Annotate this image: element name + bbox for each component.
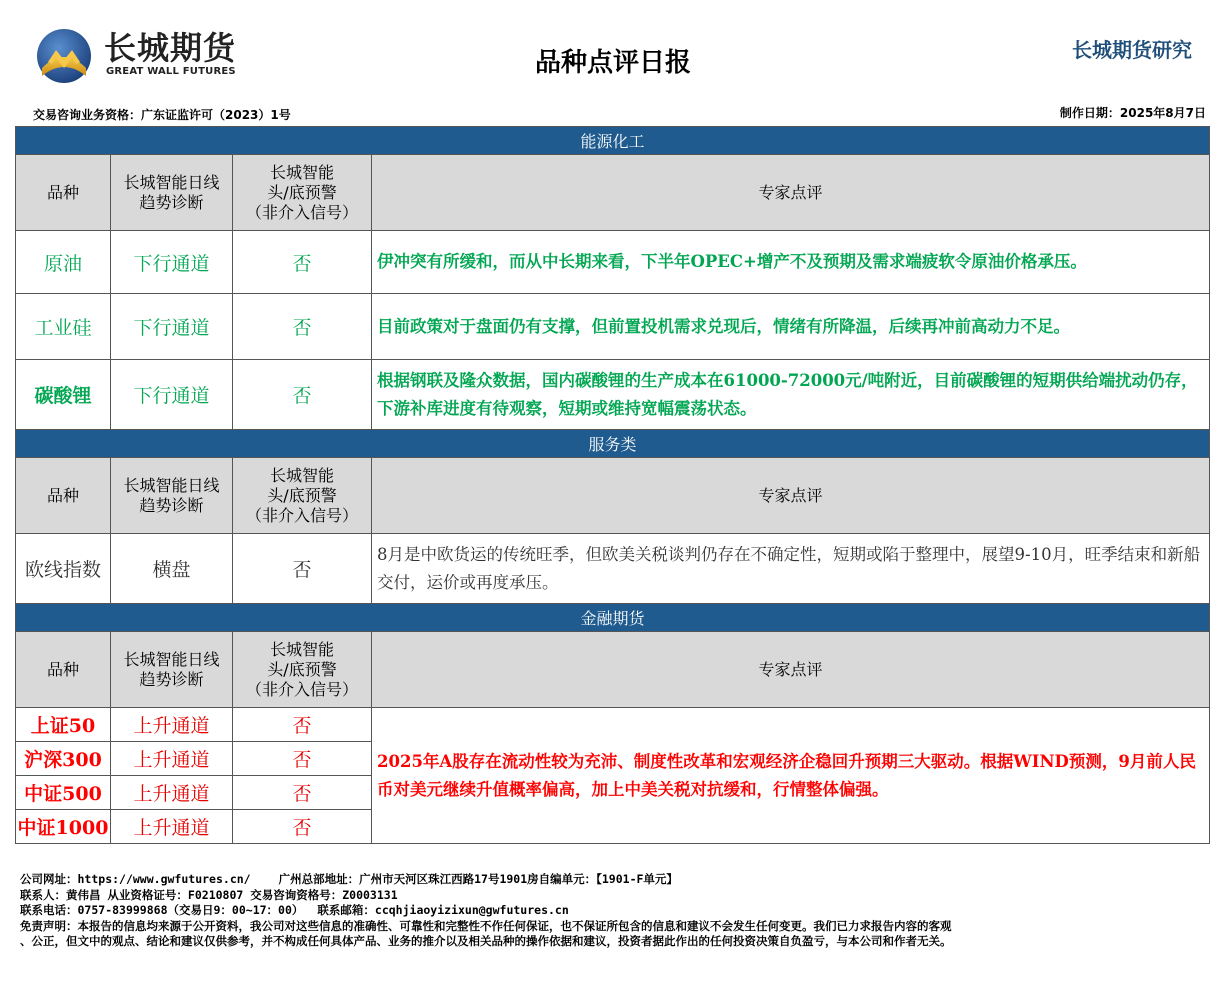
- contact-email[interactable]: 联系邮箱：ccqhjiaoyizixun@gwfutures.cn: [317, 903, 569, 917]
- column-comment: 专家点评: [372, 458, 1210, 534]
- warning-signal: 否: [233, 231, 372, 294]
- qualification-text: 交易咨询业务资格：广东证监许可（2023）1号: [33, 108, 291, 122]
- section-header-energy: [16, 127, 1210, 155]
- expert-comment: 8月是中欧货运的传统旺季，但欧美关税谈判仍存在不确定性，短期或陷于整理中，展望9-10月，旺季结束和新船交付，运价或再度承压。: [372, 534, 1210, 604]
- expert-comment: 伊冲突有所缓和，而从中长期来看，下半年OPEC+增产不及预期及需求端疲软令原油价格承压。: [372, 231, 1210, 294]
- trend-diagnosis: 上升通道: [111, 742, 233, 776]
- column-trend-line1: 长城智能日线: [123, 649, 220, 669]
- column-trend: [111, 632, 233, 708]
- column-warn-line1: 长城智能: [269, 465, 334, 485]
- warning-signal: 否: [233, 742, 372, 776]
- column-trend-line2: 趋势诊断: [139, 192, 204, 212]
- column-warning: [233, 458, 372, 534]
- footer: [20, 872, 1210, 950]
- table-row: [16, 294, 1210, 360]
- warning-signal: 否: [233, 294, 372, 360]
- trend-diagnosis: 下行通道: [111, 294, 233, 360]
- product-name: 工业硅: [16, 294, 111, 360]
- column-trend-line1: 长城智能日线: [123, 475, 220, 495]
- trend-diagnosis: 横盘: [111, 534, 233, 604]
- column-header-row: [16, 458, 1210, 534]
- column-warn-line2: 头/底预警: [267, 659, 337, 679]
- table-row: [16, 360, 1210, 430]
- footer-line-phone: [20, 903, 1210, 919]
- product-name: 中证1000: [16, 810, 111, 844]
- column-header-row: [16, 155, 1210, 231]
- disclaimer-line-2: 、公正，但文中的观点、结论和建议仅供参考，并不构成任何具体产品、业务的推介以及相关品种的操作依据和建议，投资者据此作出的任何投资决策自负盈亏，与本公司和作者无关。: [20, 934, 952, 948]
- company-address: 广州总部地址：广州市天河区珠江西路17号1901房自编单元：【1901-F单元】: [278, 872, 678, 886]
- report-date: 制作日期：2025年8月7日: [1059, 106, 1206, 120]
- logo-english-text: GREAT WALL FUTURES: [106, 66, 236, 77]
- contact-phone: 联系电话：0757-83999868（交易日9：00~17：00）: [20, 903, 304, 917]
- brand-title-right: 长城期货研究: [1072, 38, 1192, 62]
- column-warn-line3: （非介入信号）: [245, 679, 358, 699]
- section-header-service: [16, 430, 1210, 458]
- column-trend: [111, 458, 233, 534]
- warning-signal: 否: [233, 360, 372, 430]
- column-warn-line1: 长城智能: [269, 639, 334, 659]
- column-warn-line3: （非介入信号）: [245, 505, 358, 525]
- column-warn-line1: 长城智能: [269, 162, 334, 182]
- column-warn-line3: （非介入信号）: [245, 202, 358, 222]
- section-title: 服务类: [16, 430, 1210, 458]
- footer-contact: 联系人：黄伟昌 从业资格证号：F0210807 交易咨询资格号：Z0003131: [20, 887, 398, 902]
- warning-signal: 否: [233, 810, 372, 844]
- expert-comment: 2025年A股存在流动性较为充沛、制度性改革和宏观经济企稳回升预期三大驱动。根据WIND预测，9月前人民币对美元继续升值概率偏高，加上中美关税对抗缓和，行情整体偏强。: [372, 708, 1210, 844]
- column-trend-line2: 趋势诊断: [139, 495, 204, 515]
- product-name: 碳酸锂: [16, 360, 111, 430]
- table-row: [16, 231, 1210, 294]
- section-title: 金融期货: [16, 604, 1210, 632]
- product-name: 上证50: [16, 708, 111, 742]
- expert-comment: 根据钢联及隆众数据，国内碳酸锂的生产成本在61000-72000元/吨附近，目前碳酸锂的短期供给端扰动仍存，下游补库进度有待观察，短期或维持宽幅震荡状态。: [372, 360, 1210, 430]
- warning-signal: 否: [233, 534, 372, 604]
- column-comment: 专家点评: [372, 632, 1210, 708]
- product-name: 欧线指数: [16, 534, 111, 604]
- trend-diagnosis: 上升通道: [111, 708, 233, 742]
- table-row: [16, 534, 1210, 604]
- footer-line-website: [20, 872, 1210, 888]
- column-trend: [111, 155, 233, 231]
- column-warning: [233, 155, 372, 231]
- column-warning: [233, 632, 372, 708]
- product-name: 原油: [16, 231, 111, 294]
- trend-diagnosis: 上升通道: [111, 810, 233, 844]
- column-warn-line2: 头/底预警: [267, 182, 337, 202]
- page-title: 品种点评日报: [534, 48, 691, 78]
- logo-chinese-text: 长城期货: [104, 29, 237, 67]
- warning-signal: 否: [233, 708, 372, 742]
- product-name: 中证500: [16, 776, 111, 810]
- column-name: 品种: [16, 155, 111, 231]
- trend-diagnosis: 下行通道: [111, 360, 233, 430]
- column-warn-line2: 头/底预警: [267, 485, 337, 505]
- section-title: 能源化工: [16, 127, 1210, 155]
- column-header-row: [16, 632, 1210, 708]
- expert-comment: 目前政策对于盘面仍有支撑，但前置投机需求兑现后，情绪有所降温，后续再冲前高动力不足。: [372, 294, 1210, 360]
- trend-diagnosis: 上升通道: [111, 776, 233, 810]
- column-trend-line2: 趋势诊断: [139, 669, 204, 689]
- column-name: 品种: [16, 632, 111, 708]
- warning-signal: 否: [233, 776, 372, 810]
- disclaimer-line-1: 免责声明：本报告的信息均来源于公开资料，我公司对这些信息的准确性、可靠性和完整性不作任何保证，也不保证所包含的信息和建议不会发生任何变更。我们已力求报告内容的客观: [20, 918, 952, 933]
- report-header: [0, 0, 1226, 100]
- column-trend-line1: 长城智能日线: [123, 172, 220, 192]
- report-table: [15, 126, 1210, 844]
- product-name: 沪深300: [16, 742, 111, 776]
- column-comment: 专家点评: [372, 155, 1210, 231]
- table-row: [16, 708, 1210, 742]
- section-header-finance: [16, 604, 1210, 632]
- trend-diagnosis: 下行通道: [111, 231, 233, 294]
- column-name: 品种: [16, 458, 111, 534]
- company-website[interactable]: 公司网址：https://www.gwfutures.cn/: [20, 872, 251, 886]
